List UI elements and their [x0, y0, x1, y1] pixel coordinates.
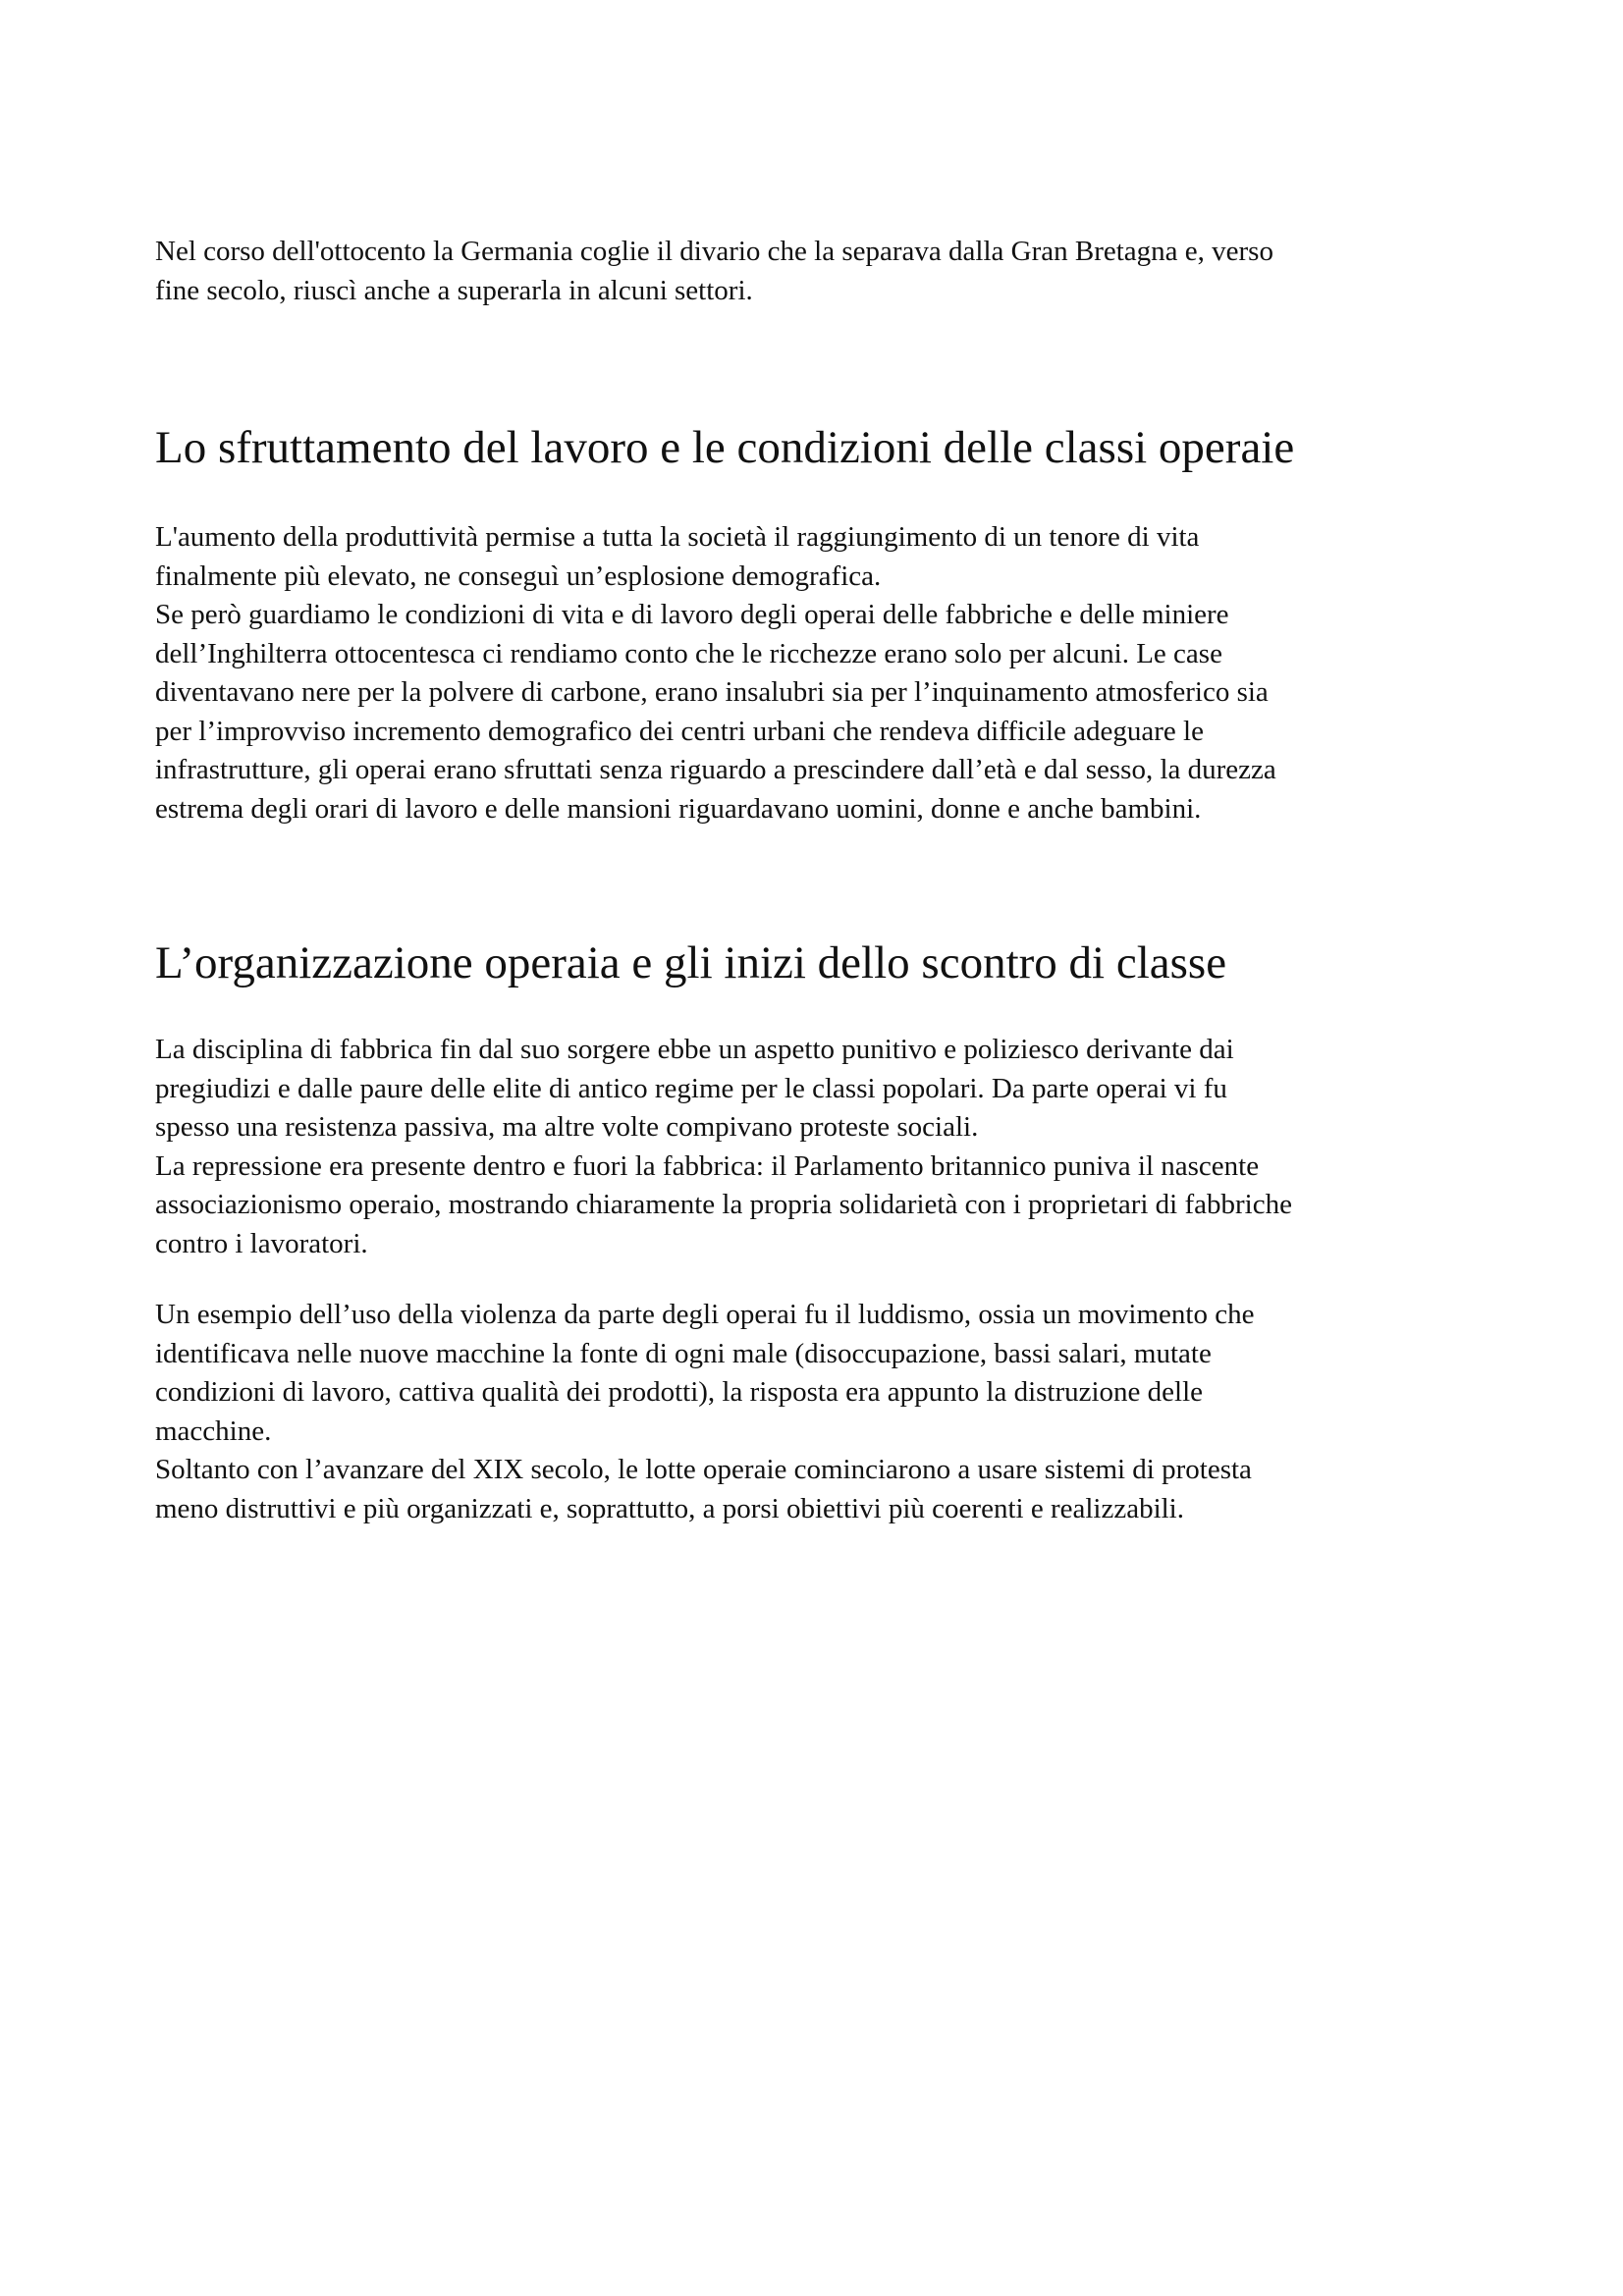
text-line: dell’Inghilterra ottocentesca ci rendiamo conto che le ricchezze erano solo per alcuni. Le case: [155, 637, 1222, 669]
text-line: contro i lavoratori.: [155, 1227, 368, 1259]
text-line: meno distruttivi e più organizzati e, soprattutto, a porsi obiettivi più coerenti e realizzabili.: [155, 1492, 1184, 1524]
text-line: Se però guardiamo le condizioni di vita e di lavoro degli operai delle fabbriche e delle miniere: [155, 599, 1229, 630]
text-line: estrema degli orari di lavoro e delle mansioni riguardavano uomini, donne e anche bambini.: [155, 792, 1202, 825]
text-line: finalmente più elevato, ne conseguì un’esplosione demografica.: [155, 560, 882, 592]
text-line: spesso una resistenza passiva, ma altre volte compivano proteste sociali.: [155, 1111, 979, 1143]
text-line: fine secolo, riuscì anche a superarla in alcuni settori.: [155, 274, 753, 306]
text-line: associazionismo operaio, mostrando chiaramente la propria solidarietà con i proprietari di fabbriche: [155, 1189, 1292, 1220]
text-line: condizioni di lavoro, cattiva qualità dei prodotti), la risposta era appunto la distruzione delle: [155, 1376, 1204, 1408]
text-line: Soltanto con l’avanzare del XIX secolo, le lotte operaie cominciarono a usare sistemi di protesta: [155, 1454, 1252, 1485]
text-line: La repressione era presente dentro e fuori la fabbrica: il Parlamento britannico puniva il nascente: [155, 1149, 1260, 1182]
text-line: La disciplina di fabbrica fin dal suo sorgere ebbe un aspetto punitivo e poliziesco derivante dai: [155, 1034, 1234, 1065]
section2-paragraph-1: [155, 1031, 1530, 1263]
text-line: per l’improvviso incremento demografico dei centri urbani che rendeva difficile adeguare le: [155, 715, 1204, 747]
text-line: identificava nelle nuove macchine la fonte di ogni male (disoccupazione, bassi salari, mutate: [155, 1337, 1212, 1369]
section-heading-workers-organization: L’organizzazione operaia e gli inizi dello scontro di classe: [155, 937, 1227, 988]
section1-paragraph: [155, 518, 1530, 828]
text-line: Un esempio dell’uso della violenza da parte degli operai fu il luddismo, ossia un movimento che: [155, 1299, 1255, 1330]
text-line: L'aumento della produttività permise a tutta la società il raggiungimento di un tenore di vita: [155, 521, 1200, 553]
text-line: Nel corso dell'ottocento la Germania coglie il divario che la separava dalla Gran Bretagna e, verso: [155, 236, 1273, 267]
section2-paragraph-2: [155, 1296, 1530, 1528]
text-line: diventavano nere per la polvere di carbone, erano insalubri sia per l’inquinamento atmosferico sia: [155, 676, 1269, 708]
intro-paragraph: [155, 233, 1530, 310]
text-line: macchine.: [155, 1415, 272, 1447]
text-line: pregiudizi e dalle paure delle elite di antico regime per le classi popolari. Da parte operai vi fu: [155, 1072, 1227, 1104]
text-line: infrastrutture, gli operai erano sfruttati senza riguardo a prescindere dall’età e dal sesso, la durezza: [155, 754, 1276, 785]
section-heading-labor-exploitation: Lo sfruttamento del lavoro e le condizioni delle classi operaie: [155, 422, 1295, 473]
